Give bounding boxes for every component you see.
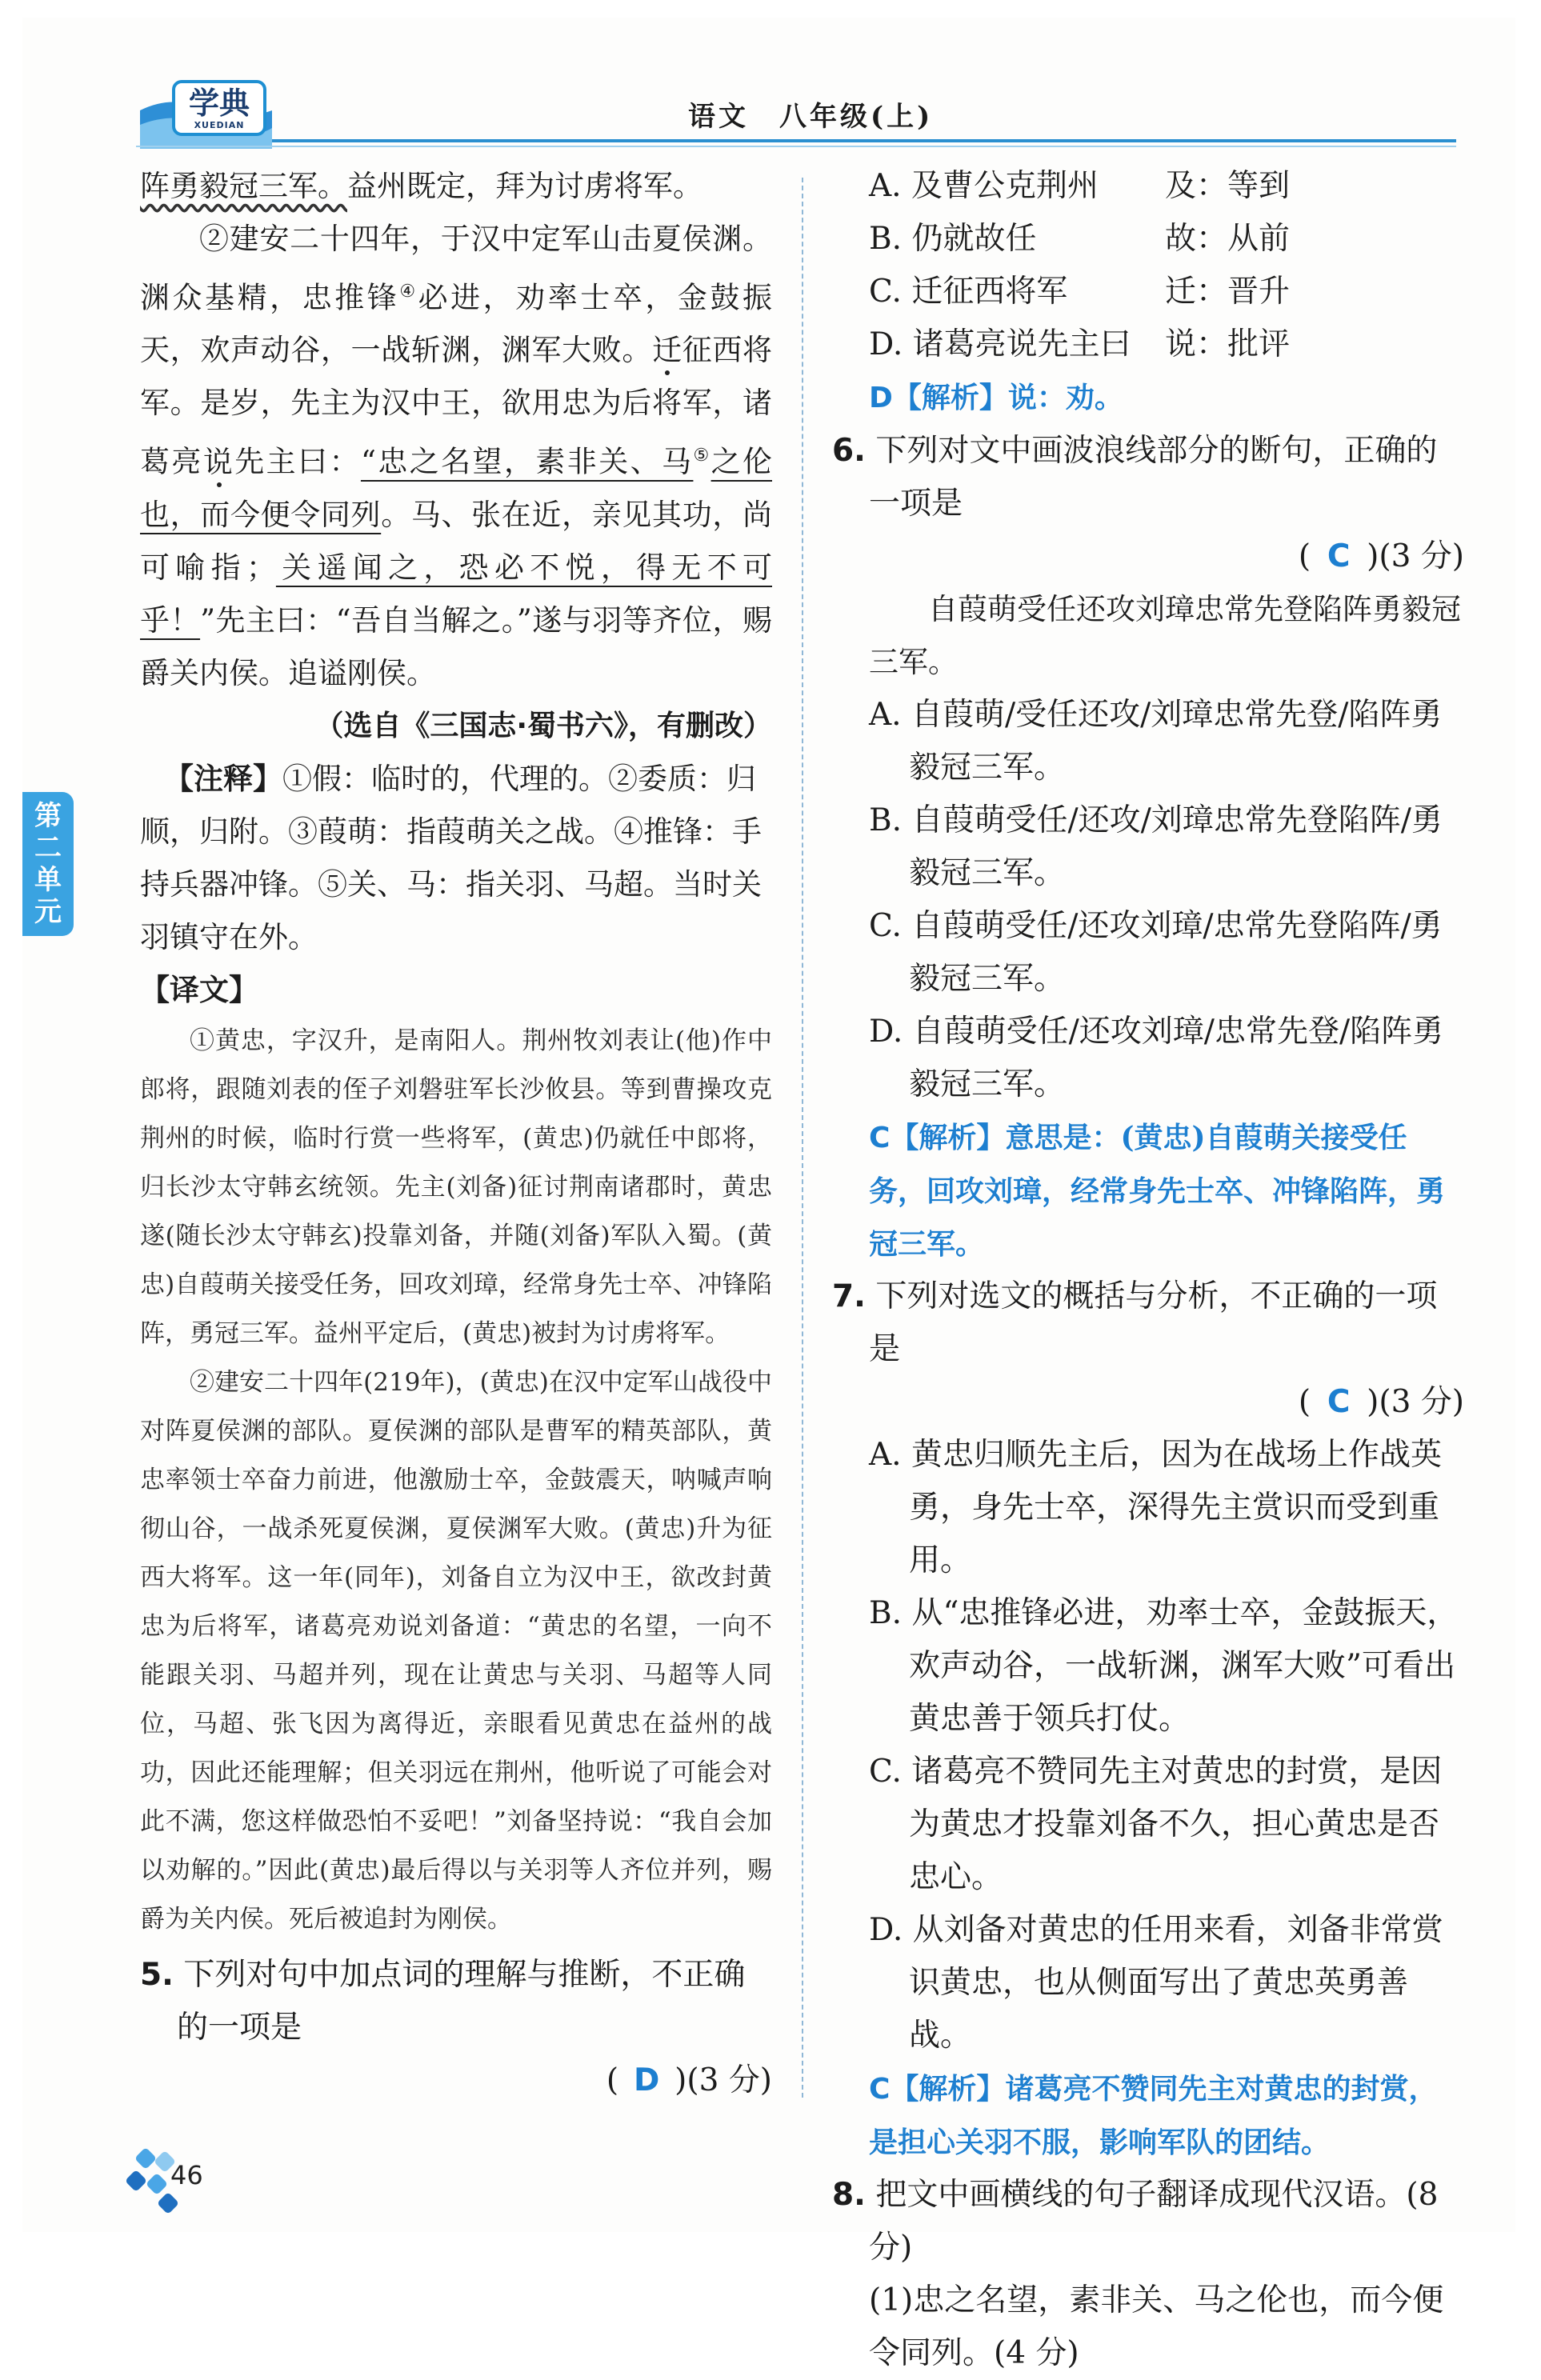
wavy-underlined-text: 阵勇毅冠三军。	[140, 169, 347, 203]
option: D. 从刘备对黄忠的任用来看，刘备非常赏识黄忠，也从侧面写出了黄忠英勇善战。	[869, 1912, 1443, 2054]
option: B. 自葭萌受任/还攻/刘璋忠常先登陷阵/勇毅冠三军。	[869, 802, 1443, 891]
left-column	[140, 160, 772, 2107]
explanation-tag: 【解析】	[890, 1122, 1006, 1154]
score: )(3 分)	[674, 2062, 772, 2098]
option-text: C. 迁征西将军	[869, 274, 1068, 310]
notes-label: 【注释】	[164, 761, 282, 796]
passage-text: ②建安二十四年，于汉中定军山击夏侯渊。渊众基精，忠推锋	[140, 222, 772, 315]
quoted-passage: 自葭萌受任还攻刘璋忠常先登陷阵勇毅冠三军。	[869, 592, 1461, 679]
passage-text: 。马、张在近，亲见其功，尚可喻指；	[140, 497, 773, 585]
unit-tab	[22, 792, 74, 936]
explanation-tag: 【解析】	[892, 382, 1008, 414]
q5-explanation	[832, 371, 1464, 425]
logo-badge	[172, 80, 266, 136]
q7-explanation	[832, 2062, 1464, 2169]
passage-text: 益州既定，拜为讨虏将军。	[347, 169, 702, 203]
answer-line: ( C )(3 分)	[832, 1376, 1464, 1429]
source-citation: （选自《三国志·蜀书六》，有删改）	[314, 709, 772, 742]
header-rule	[272, 139, 1456, 142]
explanation-tag: 【解析】	[890, 2073, 1006, 2106]
underlined-sentence: 关遥闻之，恐必不悦，得无不可乎！	[140, 550, 773, 638]
explanation-text: 说：劝。	[1007, 381, 1123, 414]
translation-paragraph-1: ①黄忠，字汉升，是南阳人。荆州牧刘表让(他)作中郎将，跟随刘表的侄子刘磐驻军长沙攸县。等到曹操攻克荆州的时候，临时行赏一些将军，(黄忠)仍就任中郎将，归长沙太守韩玄统领。先主(刘备)征讨荆南诸郡时，黄忠遂(随长沙太守韩玄)投靠刘备，并随(刘备)军队入蜀。(黄忠)自葭萌关接受任务，回攻刘璋，经常身先士卒、冲锋陷阵，勇冠三军。益州平定后，(黄忠)被封为讨虏将军。	[140, 1026, 772, 1348]
option-row	[869, 318, 1464, 371]
option-gloss: 迁：晋升	[1165, 274, 1291, 310]
logo-subtext: XUEDIAN	[194, 120, 245, 130]
notes-text: ①假：临时的，代理的。②委质：归顺，归附。③葭萌：指葭萌关之战。④推锋：手持兵器冲锋。⑤关、马：指关羽、马超。当时关羽镇守在外。	[140, 761, 762, 954]
option-text: B. 仍就故任	[869, 221, 1037, 257]
passage-line	[140, 160, 772, 213]
explanation-answer: C	[869, 1122, 891, 1154]
column-divider	[802, 178, 803, 2098]
unit-tab-label: 第二单元	[34, 800, 62, 928]
translation-heading: 【译文】	[140, 972, 258, 1007]
underlined-sentence: 之伦也，而今便令同列	[140, 444, 773, 532]
option-gloss: 故：从前	[1165, 221, 1291, 257]
logo-text: 学典	[188, 85, 250, 121]
question-text: 把文中画横线的句子翻译成现代汉语。(8 分)	[869, 2177, 1439, 2266]
option-text: D. 诸葛亮说先主曰	[869, 326, 1131, 362]
option: A. 黄忠归顺先主后，因为在战场上作战英勇，身先士卒，深得先主赏识而受到重用。	[869, 1437, 1442, 1578]
question-number: 5.	[140, 1956, 174, 1993]
underlined-sentence: “忠之名望，素非关、马	[360, 444, 694, 479]
explanation-text: 诸葛亮不赞同先主对黄忠的封赏，是担心关羽不服，影响军队的团结。	[869, 2072, 1438, 2159]
passage-paragraph-2	[140, 213, 772, 700]
option: C. 诸葛亮不赞同先主对黄忠的封赏，是因为黄忠才投靠刘备不久，担心黄忠是否忠心。	[869, 1754, 1443, 1895]
question-5	[140, 1949, 772, 2054]
passage-text: 必进，劝率士卒，金鼓振天，欢声动谷，一战斩渊，渊军大败。	[140, 280, 772, 368]
note-marker: ④	[399, 282, 418, 302]
dotted-word: 迁	[652, 333, 682, 368]
option: B. 从“忠推锋必进，劝率士卒，金鼓振天，欢声动谷，一战斩渊，渊军大败”可看出黄忠善于领兵打仗。	[869, 1595, 1459, 1737]
notes	[140, 753, 772, 964]
option-gloss: 及：等到	[1165, 168, 1291, 204]
option-row	[869, 266, 1464, 318]
question-number: 6.	[832, 433, 866, 469]
question-number: 8.	[832, 2177, 866, 2213]
dotted-word: 说	[202, 444, 235, 479]
option: C. 自葭萌受任/还攻刘璋/忠常先登陷阵/勇毅冠三军。	[869, 908, 1443, 997]
option: A. 自葭萌/受任还攻/刘璋忠常先登/陷阵勇毅冠三军。	[869, 697, 1443, 786]
passage-text: 先主曰：	[234, 444, 361, 479]
q6-explanation	[832, 1111, 1464, 1270]
answer-choice: D	[633, 2062, 660, 2098]
question-text: 下列对选文的概括与分析，不正确的一项是	[869, 1278, 1438, 1367]
sub-question: (1)忠之名望，素非关、马之伦也，而今便令同列。(4 分)	[869, 2282, 1444, 2371]
explanation-answer: D	[869, 382, 893, 414]
option-row	[869, 160, 1464, 213]
answer-choice: C	[1327, 1384, 1351, 1420]
option-row	[869, 213, 1464, 266]
publisher-logo	[140, 78, 272, 149]
question-text: 下列对文中画波浪线部分的断句，正确的一项是	[869, 433, 1438, 522]
question-number: 7.	[832, 1278, 866, 1314]
header-title: 语文 八年级(上)	[688, 101, 934, 133]
score: )(3 分)	[1367, 1384, 1464, 1420]
option: D. 自葭萌受任/还攻刘璋/忠常先登/陷阵勇毅冠三军。	[869, 1014, 1444, 1102]
note-marker: ⑤	[693, 446, 711, 466]
question-6	[832, 425, 1464, 530]
score: )(3 分)	[1367, 538, 1464, 574]
explanation-text: 意思是：(黄忠)自葭萌关接受任务，回攻刘璋，经常身先士卒、冲锋陷阵，勇冠三军。	[869, 1121, 1446, 1261]
right-column	[832, 160, 1464, 2380]
question-text: 下列对句中加点词的理解与推断，不正确的一项是	[177, 1956, 746, 2046]
explanation-answer: C	[869, 2073, 891, 2106]
header-rule-light	[136, 146, 1456, 147]
question-7	[832, 1270, 1464, 1376]
question-8	[832, 2169, 1464, 2274]
answer-line: ( D )(3 分)	[140, 2054, 772, 2107]
passage-text: 征西将军。是岁，先主为汉中王，欲用忠为后将军，诸葛亮	[140, 333, 773, 479]
answer-line: ( C )(3 分)	[832, 530, 1464, 583]
q5-options	[832, 160, 1464, 371]
answer-choice: C	[1327, 538, 1351, 574]
passage-text: ”先主曰：“吾自当解之。”遂与羽等齐位，赐爵关内侯。追谥刚侯。	[140, 602, 773, 690]
translation-paragraph-2: ②建安二十四年(219年)，(黄忠)在汉中定军山战役中对阵夏侯渊的部队。夏侯渊的部队是曹军的精英部队，黄忠率领士卒奋力前进，他激励士卒，金鼓震天，呐喊声响彻山谷，一战杀死夏侯渊，夏侯渊军大败。(黄忠)升为征西大将军。这一年(同年)，刘备自立为汉中王，欲改封黄忠为后将军，诸葛亮劝说刘备道：“黄忠的名望，一向不能跟关羽、马超并列，现在让黄忠与关羽、马超等人同位，马超、张飞因为离得近，亲眼看见黄忠在益州的战功，因此还能理解；但关羽远在荆州，他听说了可能会对此不满，您这样做恐怕不妥吧！”刘备坚持说：“我自会加以劝解的。”因此(黄忠)最后得以与关羽等人齐位并列，赐爵为关内侯。死后被追封为刚侯。	[140, 1367, 772, 1934]
option-gloss: 说：批评	[1165, 326, 1291, 362]
page-number: 46	[170, 2160, 203, 2190]
option-text: A. 及曹公克荆州	[869, 168, 1099, 204]
